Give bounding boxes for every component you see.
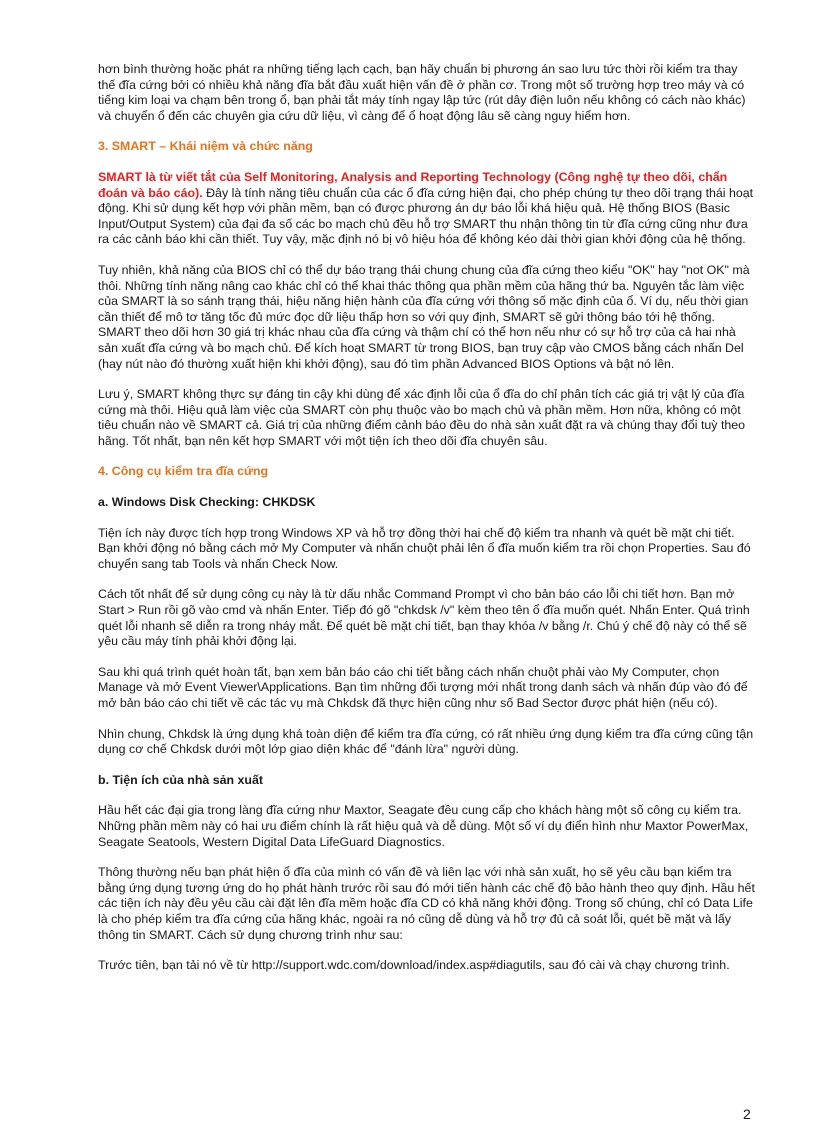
smart-definition-highlight: SMART là từ viết tắt của Self Monitoring, Analysis and Reporting Technology (Công nghệ tự theo dõi, chẩn đoán và báo cáo). <box>98 169 728 200</box>
paragraph-vendor-intro: Hầu hết các đại gia trong làng đĩa cứng như Maxtor, Seagate đều cung cấp cho khách hàng một số công cụ kiểm tra. Những phần mềm này có hai ưu điểm chính là rất hiệu quả và dễ dùng. Một số ví dụ điển hình như Maxtor PowerMax, Seagate Seatools, Western Digital Data LifeGuard Diagnostics. <box>98 803 749 849</box>
paragraph-chkdsk-intro: Tiện ích này được tích hợp trong Windows XP và hỗ trợ đồng thời hai chế độ kiểm tra nhanh và quét bề mặt chi tiết. Bạn khởi động nó bằng cách mở My Computer và nhấn chuột phải lên ổ đĩa muốn kiểm tra rồi chọn Properties. Sau đó chuyển sang tab Tools và nhấn Check Now. <box>98 525 751 571</box>
paragraph-bios-limits: Tuy nhiên, khả năng của BIOS chỉ có thể dự báo trạng thái chung chung của đĩa cứng theo kiểu "OK" hay "not OK" mà thôi. Những tính năng nâng cao khác chỉ có thể khai thác thông qua phần mềm của hãng thứ ba. Nguyên tắc làm việc của SMART là so sánh trạng thái, hiệu năng hiện hành của đĩa cứng với thông số mặc định của ổ. Ví dụ, nếu thời gian cần thiết để mô tơ tăng tốc đủ mức đọc dữ liệu thấp hơn so với quy định, SMART sẽ gửi thông báo tới hệ thống. SMART theo dõi hơn 30 giá trị khác nhau của đĩa cứng và thậm chí có thể hơn nếu như có sự hỗ trợ của cả hai nhà sản xuất đĩa cứng và bo mạch chủ. Để kích hoạt SMART từ trong BIOS, bạn truy cập vào CMOS bằng cách nhấn Del (hay nút nào đó thường xuất hiện khi khởi động), sau đó tìm phần Advanced BIOS Options và bật nó lên. <box>98 262 750 371</box>
paragraph-chkdsk-cmd: Cách tốt nhất để sử dụng công cụ này là từ dấu nhắc Command Prompt vì cho bản báo cáo lỗi chi tiết hơn. Bạn mở Start > Run rồi gõ vào cmd và nhấn Enter. Tiếp đó gõ "chkdsk /v" kèm theo tên ổ đĩa muốn quét. Nhấn Enter. Quá trình quét lỗi nhanh sẽ diễn ra trong nháy mắt. Để quét bề mặt chi tiết, bạn thay khóa /v bằng /r. Chú ý chế độ này có thể sẽ yêu cầu máy tính phải khởi động lại. <box>98 587 750 649</box>
paragraph-download: Trước tiên, bạn tải nó về từ http://support.wdc.com/download/index.asp#diagutils, sau đó cài và chạy chương trình. <box>98 958 730 973</box>
paragraph-smart-definition <box>98 170 758 248</box>
subheading-chkdsk: a. Windows Disk Checking: CHKDSK <box>98 495 316 510</box>
heading-smart: 3. SMART – Khái niệm và chức năng <box>98 139 313 154</box>
paragraph-vendor-usage: Thông thường nếu bạn phát hiện ổ đĩa của mình có vấn đề và liên lạc với nhà sản xuất, họ sẽ yêu cầu bạn kiểm tra bằng ứng dụng tương ứng do họ phát hành trước rồi sau đó mới tiến hành các chế độ bảo hành theo quy định. Hầu hết các tiện ích này đều yêu cầu cài đặt lên đĩa mềm hoặc đĩa CD có khả năng khởi động. Trong số chúng, chỉ có Data Life là cho phép kiểm tra đĩa cứng của hãng khác, ngoài ra nó cũng dễ dùng và hỗ trợ đủ cả soát lỗi, quét bề mặt và lấy thông tin SMART. Cách sử dụng chương trình như sau: <box>98 865 755 942</box>
paragraph-chkdsk-summary: Nhìn chung, Chkdsk là ứng dụng khá toàn diện để kiểm tra đĩa cứng, có rất nhiều ứng dụng kiểm tra đĩa cứng cũng tận dụng cơ chế Chkdsk dưới một lớp giao diện khác để "đánh lừa" người dùng. <box>98 726 754 757</box>
paragraph-chkdsk-report: Sau khi quá trình quét hoàn tất, bạn xem bản báo cáo chi tiết bằng cách nhấn chuột phải vào My Computer, chọn Manage và mở Event Viewer\Applications. Bạn tìm những đối tượng mới nhất trong danh sách và nhấn đúp vào đó để mở bản báo cáo chi tiết về các tác vụ mà Chkdsk đã thực hiện cũng như số Bad Sector được phát hiện (nếu có). <box>98 664 748 710</box>
page-number: 2 <box>743 1106 751 1122</box>
smart-definition-rest: Đây là tính năng tiêu chuẩn của các ổ đĩa cứng hiện đại, cho phép chúng tự theo dõi trạng thái hoạt động. Khi sử dụng kết hợp với phần mềm, bạn có được phương án dự báo lỗi khá hiệu quả. Hệ thống BIOS (Basic Input/Output System) của đại đa số các bo mạch chủ đều hỗ trợ SMART thu nhận thông tin từ đĩa cứng cũng như đưa ra các cảnh báo khi cần thiết. Tuy vậy, mặc định nó bị vô hiệu hóa để không kéo dài thời gian khởi động của hệ thống. <box>98 185 754 247</box>
document-page <box>98 62 758 974</box>
subheading-vendor-tools: b. Tiện ích của nhà sản xuất <box>98 772 264 787</box>
paragraph-intro: hơn bình thường hoặc phát ra những tiếng lạch cạch, bạn hãy chuẩn bị phương án sao lưu tức thời rồi kiểm tra thay thế đĩa cứng bởi có nhiều khả năng đĩa bắt đầu xuất hiện vấn đề ở phần cơ. Trong một số trường hợp treo máy và có tiếng kim loại va chạm bên trong ổ, bạn phải tắt máy tính ngay lập tức (rút dây điện luôn nếu không có cách nào khác) và chuyển ổ đến các chuyên gia cứu dữ liệu, vì càng để ổ hoạt động lâu sẽ càng nguy hiểm hơn. <box>98 62 746 123</box>
heading-disk-tools: 4. Công cụ kiểm tra đĩa cứng <box>98 464 269 479</box>
paragraph-smart-note: Lưu ý, SMART không thực sự đáng tin cậy khi dùng để xác định lỗi của ổ đĩa do chỉ phân tích các giá trị vật lý của đĩa cứng mà thôi. Hiệu quả làm việc của SMART còn phụ thuộc vào bo mạch chủ và phần mềm. Hơn nữa, không có một tiêu chuẩn nào về SMART cả. Giá trị của những điểm cảnh báo đều do nhà sản xuất đặt ra và chúng thay đổi tuỳ theo hãng. Tốt nhất, bạn nên kết hợp SMART với một tiện ích theo dõi đĩa chuyên sâu. <box>98 387 746 448</box>
